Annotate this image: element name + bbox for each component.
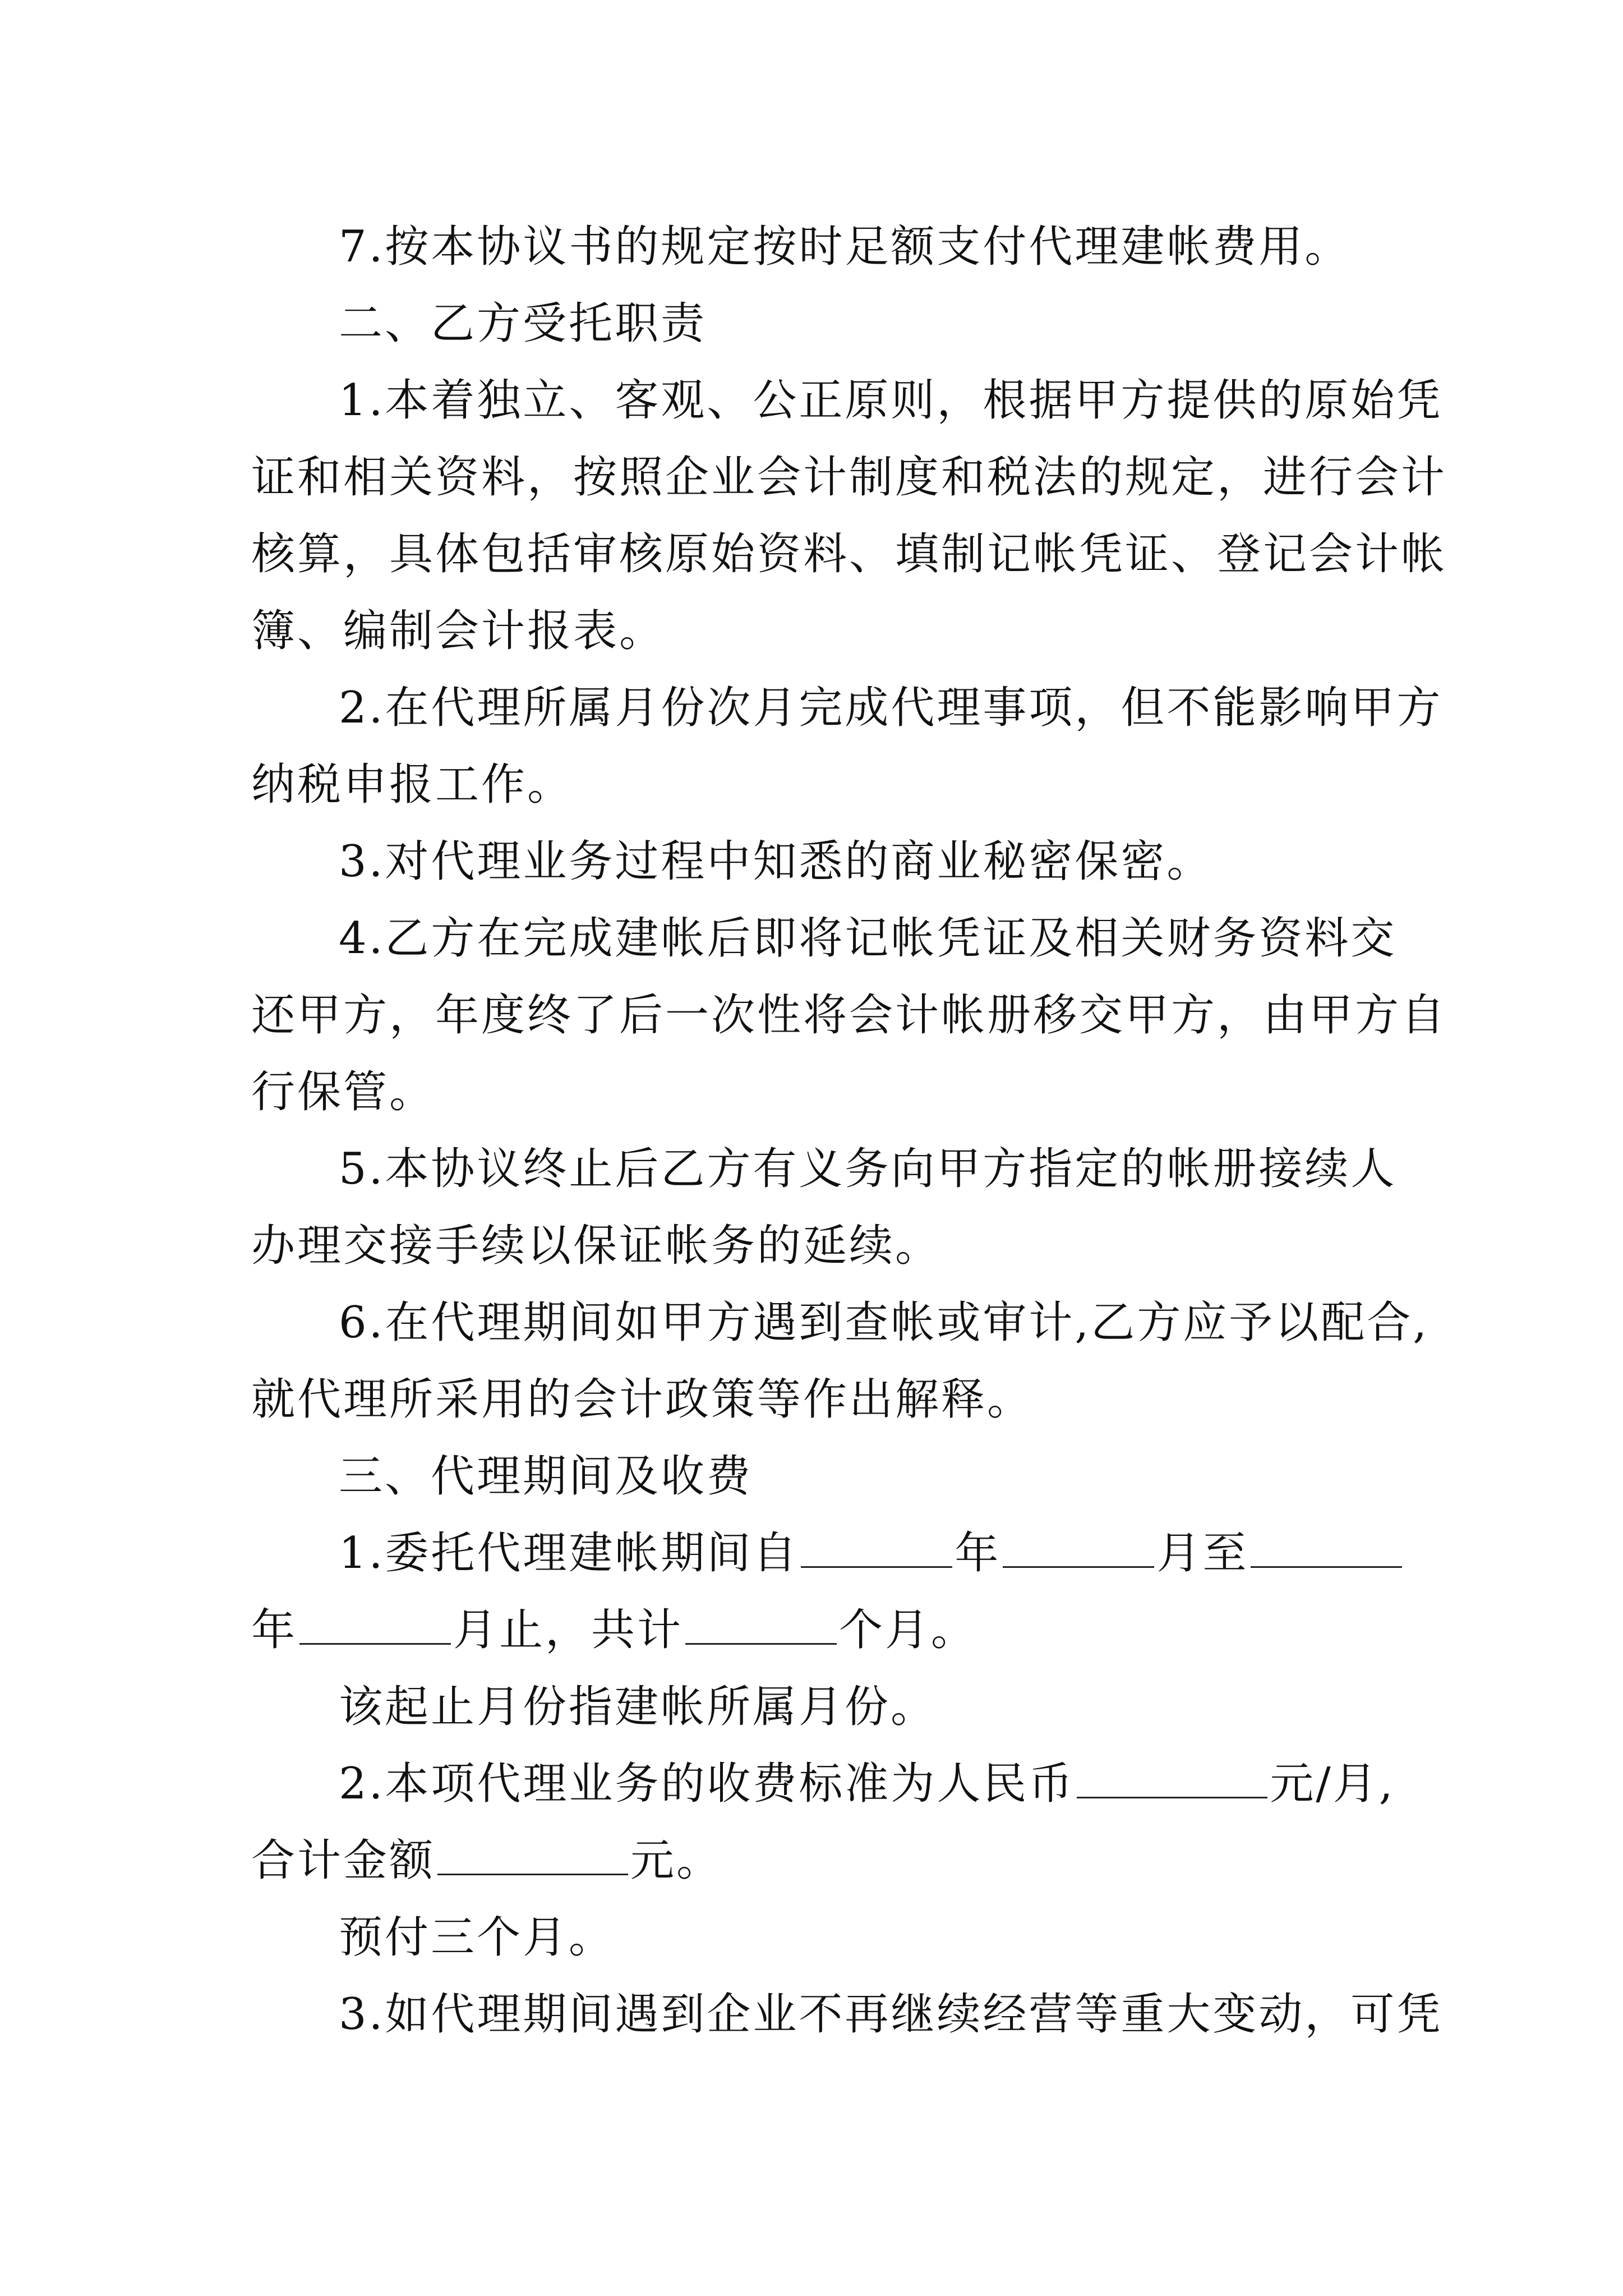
paragraph-line: 簿、编制会计报表。: [251, 606, 666, 656]
blank-total-amount[interactable]: [437, 1834, 628, 1875]
text-segment: 年: [955, 1528, 1001, 1579]
text-segment: 元。: [630, 1835, 723, 1886]
paragraph-line: 纳税申报工作。: [251, 760, 574, 810]
paragraph-line: 证和相关资料，按照企业会计制度和税法的规定，进行会计: [251, 452, 1447, 503]
blank-total-months[interactable]: [685, 1604, 837, 1645]
text-segment: 月至: [1156, 1528, 1249, 1579]
paragraph-line: 3.对代理业务过程中知悉的商业秘密保密。: [339, 836, 1213, 887]
text-segment: 1.委托代理建帐期间自: [339, 1528, 799, 1579]
paragraph-line: 2.在代理所属月份次月完成代理事项，但不能影响甲方: [339, 683, 1443, 733]
paragraph-line: 5.本协议终止后乙方有义务向甲方指定的帐册接续人: [339, 1144, 1397, 1194]
paragraph-line: 该起止月份指建帐所属月份。: [339, 1682, 937, 1732]
paragraph-line: 7.按本协议书的规定按时足额支付代理建帐费用。: [339, 222, 1351, 272]
section-heading: 二、乙方受托职责: [339, 298, 707, 349]
text-segment: 合计金额: [251, 1835, 436, 1886]
text-segment: 月止，共计: [453, 1605, 684, 1655]
paragraph-line: 1.本着独立、客观、公正原则，根据甲方提供的原始凭: [339, 375, 1443, 426]
paragraph-line: 还甲方，年度终了后一次性将会计帐册移交甲方，由甲方自: [251, 990, 1447, 1041]
paragraph-line: 办理交接手续以保证帐务的延续。: [251, 1221, 942, 1271]
paragraph-line: 预付三个月。: [339, 1912, 615, 1963]
fill-in-line: [339, 1745, 1395, 1823]
section-heading: 三、代理期间及收费: [339, 1451, 753, 1502]
blank-end-month[interactable]: [299, 1604, 451, 1645]
text-segment: 个月。: [839, 1605, 978, 1655]
paragraph-line: 行保管。: [251, 1067, 436, 1117]
text-segment: 2.本项代理业务的收费标准为人民币: [339, 1759, 1075, 1809]
text-segment: 年: [251, 1605, 298, 1655]
paragraph-line: 4.乙方在完成建帐后即将记帐凭证及相关财务资料交: [339, 913, 1397, 964]
fill-in-line: [251, 1821, 722, 1900]
paragraph-line: 就代理所采用的会计政策等作出解释。: [251, 1374, 1034, 1425]
paragraph-line: 核算，具体包括审核原始资料、填制记帐凭证、登记会计帐: [251, 529, 1447, 579]
paragraph-line: 3.如代理期间遇到企业不再继续经营等重大变动，可凭: [339, 1989, 1443, 2040]
blank-start-month[interactable]: [1003, 1527, 1154, 1568]
paragraph-line: 6.在代理期间如甲方遇到查帐或审计,乙方应予以配合,: [339, 1297, 1430, 1348]
blank-start-year[interactable]: [801, 1527, 952, 1568]
blank-monthly-fee[interactable]: [1077, 1757, 1267, 1798]
blank-end-year[interactable]: [1251, 1527, 1402, 1568]
fill-in-line: [339, 1514, 1404, 1593]
text-segment: 元/月,: [1270, 1759, 1395, 1809]
fill-in-line: [251, 1591, 977, 1669]
